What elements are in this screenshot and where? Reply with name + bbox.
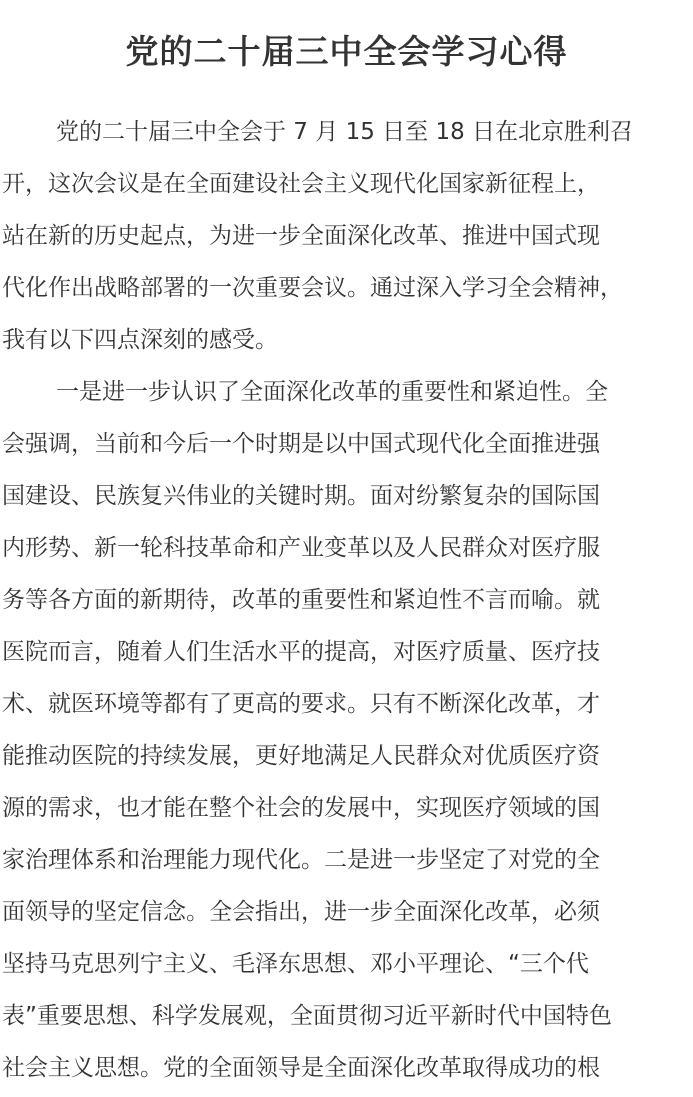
paragraph-line: 表”重要思想、科学发展观，全面贯彻习近平新时代中国特色: [2, 1003, 612, 1029]
paragraph-line: 内形势、新一轮科技革命和产业变革以及人民群众对医疗服: [2, 535, 600, 561]
paragraph-line: 社会主义思想。党的全面领导是全面深化改革取得成功的根: [2, 1055, 600, 1081]
paragraph-line: 面领导的坚定信念。全会指出，进一步全面深化改革，必须: [2, 899, 600, 925]
paragraph-line: 站在新的历史起点，为进一步全面深化改革、推进中国式现: [2, 223, 600, 249]
paragraph-line: 源的需求，也才能在整个社会的发展中，实现医疗领域的国: [2, 795, 600, 821]
paragraph-line: 党的二十届三中全会于 7 月 15 日至 18 日在北京胜利召: [56, 119, 634, 145]
paragraph-line: 坚持马克思列宁主义、毛泽东思想、邓小平理论、“三个代: [2, 951, 589, 977]
paragraph-line: 代化作出战略部署的一次重要会议。通过深入学习全会精神，: [2, 275, 623, 301]
paragraph-line: 我有以下四点深刻的感受。: [2, 327, 278, 353]
paragraph-line: 家治理体系和治理能力现代化。二是进一步坚定了对党的全: [2, 847, 600, 873]
paragraph-line: 能推动医院的持续发展，更好地满足人民群众对优质医疗资: [2, 743, 600, 769]
paragraph-line: 术、就医环境等都有了更高的要求。只有不断深化改革，才: [2, 691, 600, 717]
paragraph-line: 会强调，当前和今后一个时期是以中国式现代化全面推进强: [2, 431, 600, 457]
paragraph-line: 医院而言，随着人们生活水平的提高，对医疗质量、医疗技: [2, 639, 600, 665]
document-title: 党的二十届三中全会学习心得: [125, 32, 568, 71]
paragraph-line: 国建设、民族复兴伟业的关键时期。面对纷繁复杂的国际国: [2, 483, 600, 509]
paragraph-line: 务等各方面的新期待，改革的重要性和紧迫性不言而喻。就: [2, 587, 600, 613]
document-body: [0, 106, 693, 1094]
paragraph-line: 一是进一步认识了全面深化改革的重要性和紧迫性。全: [56, 379, 608, 405]
paragraph-line: 开，这次会议是在全面建设社会主义现代化国家新征程上，: [2, 171, 600, 197]
